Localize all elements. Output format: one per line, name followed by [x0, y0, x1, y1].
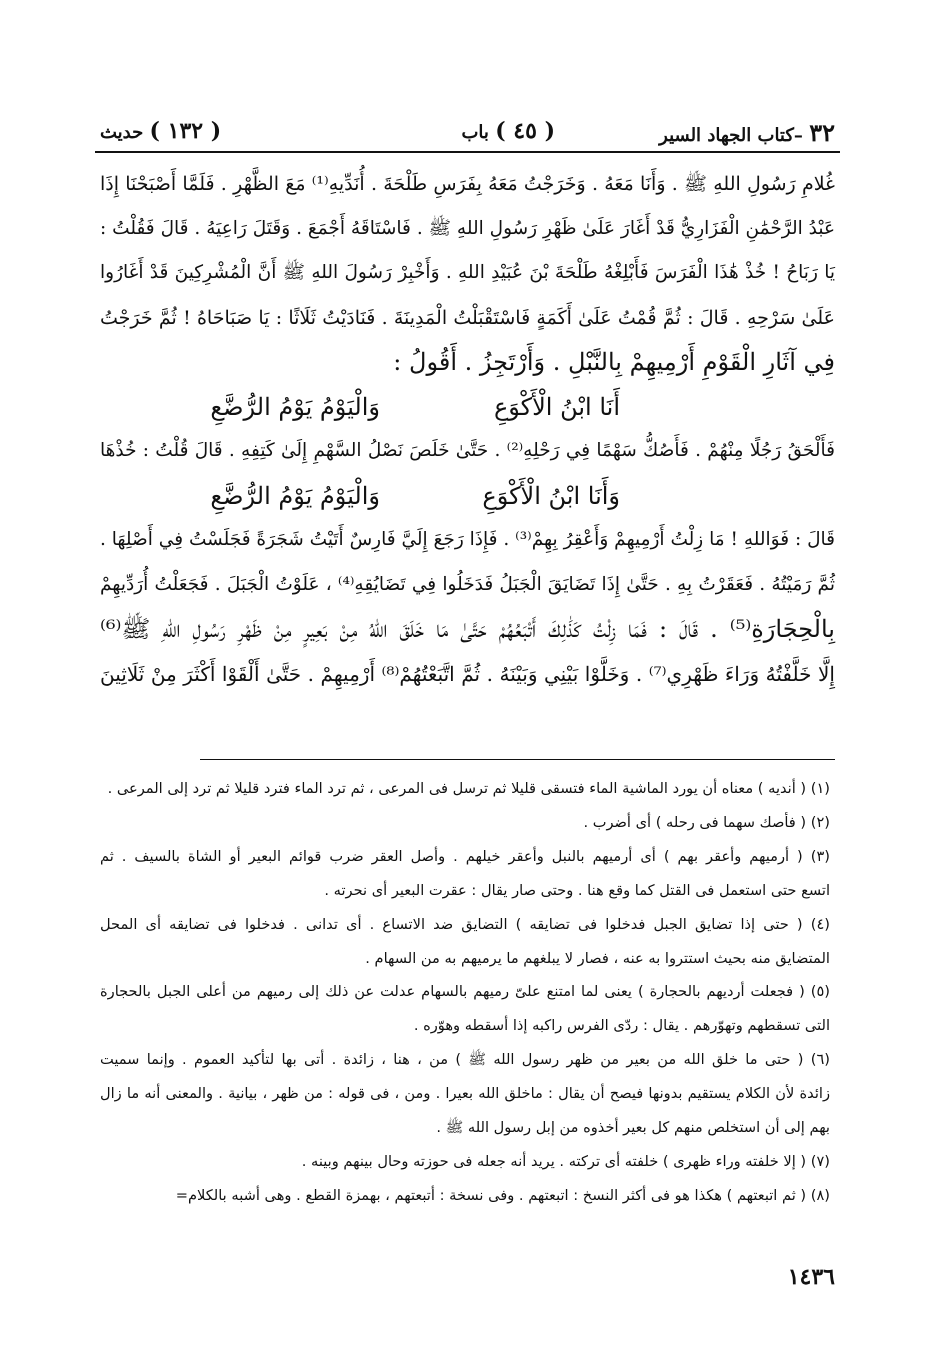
text-line: ثُمَّ رَمَيْتُهُ . فَعَقَرْتُ بِهِ . حَتَّىٰ إِذَا تَضَايَقَ الْجَبَلُ فَدَخَلُوا فِي تَضَايُقِهِ⁽⁴⁾ ، عَلَوْتُ الْجَبَلَ . فَجَعَلْتُ أُرَدِّيهِمْ	[100, 573, 835, 595]
text-line: قَالَ : فَوَاللهِ ! مَا زِلْتُ أَرْمِيهِمْ وَأَعْقِرُ بِهِمْ⁽³⁾ . فَإِذَا رَجَعَ إِلَيَّ فَارِسٌ أَتَيْتُ شَجَرَةً فَجَلَسْتُ فِي أَصْلِهَا .	[100, 529, 835, 550]
page-number: ١٤٣٦	[787, 1264, 835, 1290]
text-line: غُلامِ رَسُولِ اللهِ ﷺ . وَأَنَا مَعَهُ . وَخَرَجْتُ مَعَهُ بِفَرَسِ طَلْحَةَ . أُنَدِّيهِ⁽¹⁾ مَعَ الظَّهْرِ . فَلَمَّا أَصْبَحْنَا إِذَا	[100, 173, 835, 195]
footnote-line: المتضايق منه بحيث استتروا به عنه ، فصار لا يبلغهم ما يرميهم به من السهام .	[365, 949, 830, 967]
text-line: إِلَّا خَلَّفْتُهُ وَرَاءَ ظَهْرِي⁽⁷⁾ . وَخَلَّوْا بَيْنِي وَبَيْنَهُ . ثُمَّ اتَّبَعْتُهُمْ⁽⁸⁾ أَرْمِيهِمْ . حَتَّىٰ أَلْقَوْا أَكْثَرَ مِنْ ثَلَاثِينَ	[100, 661, 835, 686]
verse-line	[100, 474, 835, 519]
header-bab-label: باب	[461, 122, 489, 143]
text-line: بِالْحِجَارَةِ⁽⁵⁾ . قَالَ : فَمَا زِلْتُ كَذَٰلِكَ أَتْبَعُهُمْ حَتَّىٰ مَا خَلَقَ اللهُ مِنْ بَعِيرٍ مِنْ ظَهْرِ رَسُولِ اللهِ ﷺ⁽⁶⁾	[100, 615, 835, 643]
footnote-line: (٨) ( ثم اتبعتهم ) هكذا هو فى أكثر النسخ : اتبعتهم . وفى نسخة : أتبعتهم ، بهمزة القطع . وهى أشبه بالكلام=	[175, 1186, 830, 1204]
footnote-line: (١) ( أنديه ) معناه أن يورد الماشية الماء فتسقى قليلا ثم ترسل فى المرعى ، ثم ترد الماء فترد قليلا ثم ترد إلى المرعى .	[107, 780, 830, 797]
footnote-rule	[200, 759, 835, 760]
header-hadith-number: ( ١٣٢ )	[149, 118, 222, 144]
text-line: يَا رَبَاحُ ! خُذْ هَٰذَا الْفَرَسَ فَأَبْلِغْهُ طَلْحَةَ بْنَ عُبَيْدِ اللهِ . وَأَخْبِرْ رَسُولَ اللهِ ﷺ أَنَّ الْمُشْرِكِينَ قَدْ أَغَارُوا	[100, 262, 835, 283]
footnote-line: اتسع حتى استعمل فى القتل كما وقع هنا . وحتى صار يقال : عقرت البعير أى نحرته .	[324, 881, 830, 899]
header-hadith	[100, 118, 221, 144]
hadith-text	[100, 162, 835, 696]
verse-hemistich: أَنَا ابْنُ الْأَكْوَعِ	[493, 392, 620, 421]
header-rule	[95, 151, 840, 153]
verse-line	[100, 385, 835, 430]
footnote-line: (٥) ( فجعلت أرديهم بالحجارة ) يعنى لما امتنع علىّ رميهم بالسهام عدلت عن ذلك إلى رميهم من أعلى الجبل بالحجارة	[100, 983, 830, 1001]
footnote-line: التى تسقطهم وتهوّرهم . يقال : ردّى الفرس راكبه إذا أسقطه وهوّره .	[413, 1017, 830, 1035]
text-line: فَأَلْحَقُ رَجُلًا مِنْهُمْ . فَأَصُكُّ سَهْمًا فِي رَحْلِهِ⁽²⁾ . حَتَّىٰ خَلَصَ نَصْلُ السَّهْمِ إِلَىٰ كَتِفِهِ . قَالَ قُلْتُ : خُذْهَا	[100, 440, 835, 461]
header-bab	[461, 118, 555, 144]
running-header	[100, 112, 835, 148]
footnote-line: بهم إلى أن استخلص منهم كل بعير أخذوه من إبل رسول الله ﷺ .	[436, 1119, 830, 1137]
verse-hemistich: وَالْيَوْمُ يَوْمُ الرُّضَّعِ	[210, 392, 380, 421]
header-page-number: ٣٢	[809, 118, 835, 147]
text-line: عَبْدُ الرَّحْمَٰنِ الْفَزَارِيُّ قَدْ أَغَارَ عَلَىٰ ظَهْرِ رَسُولِ اللهِ ﷺ . فَاسْتَاقَهُ أَجْمَعَ . وَقَتَلَ رَاعِيَهُ . قَالَ فَقُلْتُ :	[100, 217, 835, 239]
header-book-name: –كتاب الجهاد السير	[659, 125, 803, 146]
footnote-line: (٢) ( فأصك سهما فى رحله ) أى أضرب .	[583, 813, 830, 831]
header-book-title	[659, 118, 835, 147]
footnote-line: زائدة لأن الكلام يستقيم بدونها فيصح أن يقال : ماخلق الله بعيرا . ومن ، فى قوله : من ظهر ، بيانية . والمعنى أنه ما زال	[100, 1085, 830, 1103]
footnote-line: (٤) ( حتى إذا تضايق الجبل فدخلوا فى تضايقه ) التضايق ضد الاتساع . أى تدانى . فدخلوا فى تضايقه أى المحل	[100, 915, 830, 933]
text-line: فِي آثَارِ الْقَوْمِ أَرْمِيهِمْ بِالنَّبْلِ . وَأَرْتَجِزُ . أَقُولُ :	[393, 348, 835, 376]
footnotes	[100, 772, 830, 1213]
header-bab-number: ( ٤٥ )	[495, 118, 555, 144]
verse-hemistich: وَالْيَوْمُ يَوْمُ الرُّضَّعِ	[210, 481, 380, 510]
footnote-line: (٦) ( حتى ما خلق الله من بعير من ظهر رسول الله ﷺ ) من ، هنا ، زائدة . أتى بها لتأكيد العموم . وإنما سميت	[100, 1051, 830, 1069]
text-line: عَلَىٰ سَرْحِهِ . قَالَ : ثُمَّ قُمْتُ عَلَىٰ أَكَمَةٍ فَاسْتَقْبَلْتُ الْمَدِينَةَ . فَنَادَيْتُ ثَلَاثًا : يَا صَبَاحَاهُ ! ثُمَّ خَرَجْتُ	[100, 306, 835, 329]
footnote-line: (٧) ( إلا خلفته وراء ظهرى ) خلفته أى تركته . يريد أنه جعله فى حوزته وحال بينهم وبينه .	[301, 1152, 830, 1170]
header-hadith-label: حديث	[100, 122, 144, 143]
verse-hemistich: وَأَنَا ابْنُ الْأَكْوَعِ	[482, 481, 620, 510]
footnote-line: (٣) ( أرميهم وأعقر بهم ) أى أرميهم بالنبل وأعقر خيلهم . وأصل العقر ضرب قوائم البعير أو الشاة بالسيف . ثم	[100, 847, 830, 865]
